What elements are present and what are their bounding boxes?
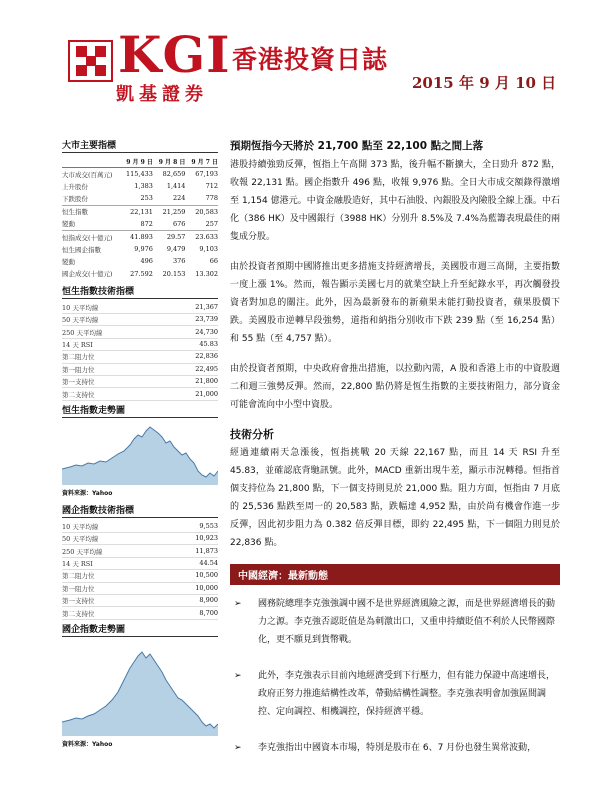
tech-indicator-label: 第二支持位 (62, 390, 95, 399)
tech-indicator-value: 11,873 (195, 546, 218, 555)
tech-indicator-label: 10 天平均線 (62, 303, 99, 312)
bullet-item (230, 739, 560, 757)
market-row-label: 變動 (62, 220, 75, 229)
market-row-value: 20,583 (185, 205, 218, 218)
hscei-chart-source: 資料來源：Yahoo (62, 740, 113, 748)
tech-indicator-value: 10,500 (195, 571, 218, 580)
market-row (62, 180, 218, 192)
market-row-value: 21,259 (153, 205, 186, 218)
tech-indicator-value: 22,836 (195, 352, 218, 361)
tech-indicator-value: 8,900 (199, 596, 218, 605)
tech-indicator-row (62, 314, 218, 326)
market-row (62, 230, 218, 243)
market-row (62, 255, 218, 267)
market-row-label: 國企成交(十億元) (62, 270, 113, 279)
tech-indicator-row (62, 533, 218, 545)
tech-indicator-value: 45.83 (199, 340, 218, 348)
article-headline: 預期恆指今天將於 21,700 點至 22,100 點之間上落 (230, 140, 484, 152)
market-row (62, 205, 218, 218)
tech-indicator-label: 50 天平均線 (62, 316, 99, 325)
tech-indicator-value: 23,739 (195, 315, 218, 324)
tech-indicator-value: 21,367 (195, 302, 218, 311)
logo-x-icon (76, 46, 106, 76)
market-row-value: 712 (205, 182, 218, 191)
market-row-value: 115,433 (125, 170, 153, 179)
hscei-chart-area (62, 652, 218, 736)
hscei-chart (62, 640, 218, 736)
market-row-value: 22,131 (120, 205, 153, 218)
tech-indicator-value: 10,923 (195, 534, 218, 543)
market-row-value: 9,103 (199, 245, 218, 254)
market-row-value: 376 (173, 257, 186, 266)
hsi-tech-list (62, 302, 218, 401)
bullet-arrow-icon: ➢ (234, 743, 242, 753)
market-row-value: 67,193 (195, 170, 218, 179)
bullet-item (230, 667, 560, 721)
market-row (62, 268, 218, 280)
tech-indicator-value: 8,700 (199, 608, 218, 617)
market-row-value: 496 (140, 257, 153, 266)
tech-indicator-row (62, 607, 218, 619)
report-title: 香港投資日誌 (232, 45, 389, 74)
tech-indicator-label: 第一支持位 (62, 378, 95, 387)
market-row-value: 1,414 (166, 182, 186, 191)
market-row-value: 778 (205, 194, 218, 203)
tech-indicator-value: 9,553 (199, 521, 218, 530)
tech-indicator-label: 第一阻力位 (62, 365, 95, 374)
tech-indicator-label: 14 天 RSI (62, 341, 93, 349)
market-row-value: 29.57 (153, 230, 186, 243)
tech-indicator-value: 21,800 (195, 377, 218, 386)
tech-indicator-row (62, 388, 218, 400)
market-row-label: 上升股份 (62, 182, 88, 191)
market-row-label: 恒指成交(十億元) (62, 230, 120, 243)
col-header: 9 月 7 日 (185, 156, 218, 168)
hscei-tech-list (62, 521, 218, 620)
col-header: 9 月 9 日 (120, 156, 153, 168)
market-row-value: 82,659 (162, 170, 186, 179)
article-paragraph-3: 由於投資者預期，中央政府會推出措施，以拉動內需，A 股和香港上市的中資股週二和週三強勢反彈。然而，22,800 點仍將是恆生指數的主要技術阻力，部分資金可能會流向中小型中資股。 (230, 364, 560, 410)
tech-indicator-row (62, 339, 218, 351)
bullet-arrow-icon: ➢ (234, 599, 242, 609)
left-column (62, 138, 218, 748)
tech-indicator-label: 14 天 RSI (62, 560, 93, 568)
tech-indicator-label: 第一阻力位 (62, 584, 95, 593)
market-row (62, 243, 218, 255)
market-row-value: 224 (173, 194, 186, 203)
tech-indicator-value: 10,000 (195, 583, 218, 592)
tech-indicator-row (62, 583, 218, 595)
market-row-label: 大市成交(百萬元) (62, 170, 113, 179)
tech-indicator-row (62, 326, 218, 338)
tech-indicator-label: 50 天平均線 (62, 535, 99, 544)
market-row-value: 41.893 (120, 230, 153, 243)
market-row-label: 恒生指數 (62, 205, 120, 218)
market-row (62, 218, 218, 231)
tech-indicator-label: 10 天平均線 (62, 522, 99, 531)
market-row-value: 27.592 (130, 269, 153, 278)
article-column (230, 138, 560, 775)
tech-indicator-label: 第一支持位 (62, 597, 95, 606)
tech-indicator-row (62, 521, 218, 533)
tech-indicator-value: 24,730 (195, 327, 218, 336)
market-table-body (62, 168, 218, 280)
market-row (62, 192, 218, 205)
hsi-chart-source: 資料來源：Yahoo (62, 489, 113, 497)
article-paragraph-1: 港股持續強勁反彈，恆指上午高開 373 點，後升幅不斷擴大，全日勁升 872 點，收報 22,131 點。國企指數升 496 點，收報 9,976 點。全日大市成交額錄得激增至 1,154 億港元。中資金融股造好，其中石油股、內銀股及內險股全線上漲。中石化（386 HK）及中國銀行（3988 HK）分別升 8.5%及 7.4%為藍籌表現最佳的兩隻成分股。 (230, 160, 560, 242)
logo-wordmark: KGI (118, 25, 231, 84)
china-economy-bullets (230, 595, 560, 757)
market-row-value: 257 (205, 219, 218, 228)
tech-indicator-value: 21,000 (195, 389, 218, 398)
market-row-label: 下跌股份 (62, 194, 88, 203)
hsi-tech-title: 恒生指數技術指標 (62, 284, 218, 299)
hscei-tech-title: 國企指數技術指標 (62, 503, 218, 518)
market-row-value: 676 (173, 219, 186, 228)
tech-indicator-label: 250 天平均線 (62, 328, 103, 337)
tech-indicator-value: 22,495 (195, 364, 218, 373)
market-row (62, 168, 218, 181)
bullet-text: 國務院總理李克強強調中國不是世界經濟風險之源，而是世界經濟增長的動力之源。李克強否認貶值是為刺激出口，又重申持續貶值不利於人民幣國際化，更不願見到貨幣戰。 (258, 599, 556, 645)
market-row-label: 變動 (62, 257, 75, 266)
tech-indicator-label: 第二阻力位 (62, 353, 95, 362)
hsi-chart-title: 恒生指數走勢圖 (62, 403, 218, 418)
market-row-value: 253 (140, 194, 153, 203)
bullet-item (230, 595, 560, 649)
market-indicators-table (62, 156, 218, 280)
tech-indicator-row (62, 376, 218, 388)
tech-indicator-row (62, 364, 218, 376)
china-economy-section-bar: 中國經濟：最新動態 (230, 564, 560, 585)
tech-indicator-row (62, 595, 218, 607)
tech-indicator-row (62, 558, 218, 570)
market-row-value: 872 (140, 219, 153, 228)
article-paragraph-2: 由於投資者預期中國將推出更多措施支持經濟增長，美國股市週三高開，主要指數一度上漲 1%。然而，報告顯示美國七月的就業空缺上升至紀錄水平，再次觸發投資者對加息的關注。此外，因為最新發布的新蘋果未能打動投資者，蘋果股價下跌。美國股市逆轉早段強勢，道指和納指分別收市下跌 239 點（至 16,254 點）和 55 點（至 4,757 點）。 (230, 262, 560, 344)
hscei-chart-title: 國企指數走勢圖 (62, 622, 218, 637)
tech-indicator-row (62, 302, 218, 314)
tech-indicator-row (62, 351, 218, 363)
article-paragraph-4: 經過連續兩天急漲後，恆指挑戰 20 天線 22,167 點，而且 14 天 RSI 升至 45.83，並確認底背馳訊號。此外，MACD 重新出現牛差，顯示市況轉穩。恒指首個支持位為 21,800 點，下一個支持則見於 21,000 點。阻力方面，恒指由 7 月底的 25,536 點跌至周一的 20,583 點，跌幅達 4,952 點，由於尚有機會作進一步反彈，因此初步阻力為 0.382 倍反彈目標，即約 22,495 點，下一個阻力則見於 22,836 點。 (230, 448, 560, 548)
bullet-text: 此外，李克強表示目前內地經濟受到下行壓力，但有能力保證中高速增長，政府正努力推進結構性改革，帶動結構性調整。李克強表明會加強區間調控、定向調控、相機調控，保持經濟平穩。 (258, 671, 556, 717)
tech-indicator-label: 第二阻力位 (62, 572, 95, 581)
bullet-arrow-icon: ➢ (234, 671, 242, 681)
market-row-value: 13.302 (195, 269, 218, 278)
tech-indicator-label: 第二支持位 (62, 609, 95, 618)
market-indicators-title: 大市主要指標 (62, 138, 218, 153)
market-row-label: 恒生國企指數 (62, 245, 101, 254)
market-row-value: 9,479 (166, 245, 186, 254)
col-header: 9 月 8 日 (153, 156, 186, 168)
market-row-value: 23.633 (185, 230, 218, 243)
market-row-value: 1,383 (134, 182, 153, 191)
tech-indicator-label: 250 天平均線 (62, 547, 103, 556)
technical-analysis-heading: 技術分析 (230, 428, 274, 441)
logo-chinese-name: 凱基證券 (116, 84, 208, 105)
bullet-text: 李克強指出中國資本市場，特別是股市在 6、7 月份也發生異常波動， (258, 743, 537, 753)
market-row-value: 9,976 (134, 245, 153, 254)
hsi-chart-svg (62, 421, 218, 485)
market-row-value: 66 (209, 257, 218, 266)
hscei-chart-svg (62, 640, 218, 736)
tech-indicator-value: 44.54 (199, 559, 218, 567)
market-row-value: 20.153 (162, 269, 186, 278)
report-date: 2015 年 9 月 10 日 (412, 74, 557, 92)
tech-indicator-row (62, 570, 218, 582)
hsi-chart (62, 421, 218, 485)
kgi-logo-mark (68, 40, 113, 82)
tech-indicator-row (62, 545, 218, 557)
